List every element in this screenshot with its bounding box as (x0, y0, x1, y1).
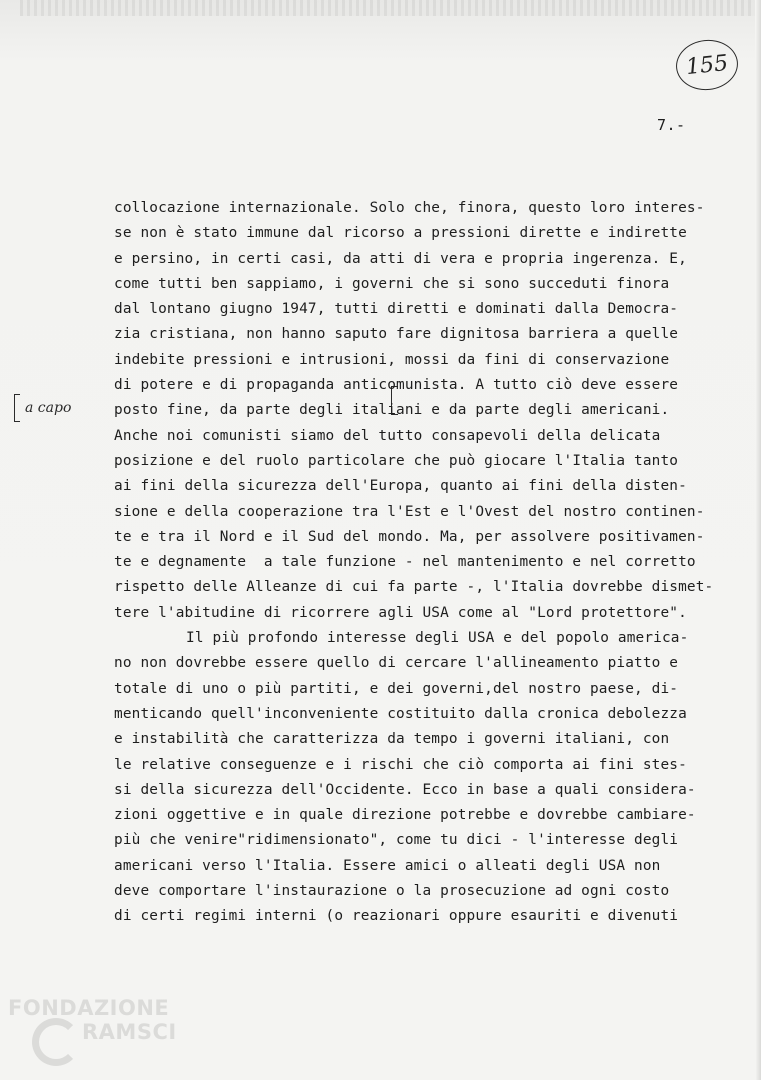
text-line: collocazione internazionale. Solo che, finora, questo loro interes- (114, 200, 705, 216)
text-line: posizione e del ruolo particolare che può giocare l'Italia tanto (114, 452, 679, 469)
body-text (114, 196, 739, 930)
page-number: 7.- (657, 116, 686, 134)
watermark-line-1: FONDAZIONE (8, 996, 170, 1020)
text-line: menticando quell'inconveniente costituito dalla cronica debolezza (114, 705, 687, 722)
text-line: le relative conseguenze e i rischi che ciò comporta ai fini stes- (114, 756, 687, 773)
text-line: e instabilità che caratterizza da tempo i governi italiani, con (114, 731, 670, 748)
text-line: tere l'abitudine di ricorrere agli USA come al "Lord protettore". (114, 604, 687, 621)
scan-artifact-top (20, 0, 761, 16)
text-line: ai fini della sicurezza dell'Europa, quanto ai fini della disten- (114, 478, 687, 495)
archive-stamp-number: 155 (684, 50, 730, 80)
text-line: più che venire"ridimensionato", come tu dici - l'interesse degli (114, 832, 679, 849)
text-line: totale di uno o più partiti, e dei governi,del nostro paese, di- (114, 680, 679, 697)
text-line: no non dovrebbe essere quello di cercare l'allineamento piatto e (114, 655, 679, 672)
text-line: e persino, in certi casi, da atti di vera e propria ingerenza. E, (114, 250, 687, 267)
text-line: rispetto delle Alleanze di cui fa parte -, l'Italia dovrebbe dismet- (114, 579, 714, 596)
text-line: deve comportare l'instaurazione o la prosecuzione ad ogni costo (114, 883, 670, 900)
text-line: di certi regimi interni (o reazionari oppure esauriti e divenuti (114, 908, 679, 925)
text-line: si della sicurezza dell'Occidente. Ecco in base a quali considera- (114, 781, 696, 798)
text-line: sione e della cooperazione tra l'Est e l'Ovest del nostro continen- (114, 503, 705, 520)
text-line: Il più profondo interesse degli USA e del popolo america- (186, 630, 689, 647)
watermark-line-2: RAMSCI (82, 1020, 177, 1044)
text-line: Anche noi comunisti siamo del tutto consapevoli della delicata (114, 427, 661, 444)
page-edge-shadow (755, 0, 761, 1080)
text-line: se non è stato immune dal ricorso a pressioni dirette e indirette (114, 225, 687, 242)
text-line: posto fine, da parte degli italiani e da parte degli americani. (114, 402, 670, 419)
text-line: zioni oggettive e in quale direzione potrebbe e dovrebbe cambiare- (114, 807, 696, 824)
margin-note (14, 394, 71, 422)
text-line: di potere e di propaganda anticomunista. A tutto ciò deve essere (114, 377, 679, 394)
archive-page-stamp (674, 37, 741, 93)
text-line: indebite pressioni e intrusioni, mossi da fini di conservazione (114, 351, 670, 368)
text-line: americani verso l'Italia. Essere amici o alleati degli USA non (114, 857, 661, 874)
text-line: dal lontano giugno 1947, tutti diretti e dominati dalla Democra- (114, 301, 679, 318)
text-line: te e tra il Nord e il Sud del mondo. Ma, per assolvere positivamen- (114, 528, 705, 545)
watermark-logo-icon (32, 1018, 80, 1066)
text-line: zia cristiana, non hanno saputo fare dignitosa barriera a quelle (114, 326, 679, 343)
margin-note-text: a capo (25, 400, 72, 416)
watermark (8, 996, 198, 1076)
text-line: come tutti ben sappiamo, i governi che si sono succeduti finora (114, 275, 670, 292)
text-line: te e degnamente a tale funzione - nel mantenimento e nel corretto (114, 554, 696, 571)
bracket-icon (14, 394, 20, 422)
